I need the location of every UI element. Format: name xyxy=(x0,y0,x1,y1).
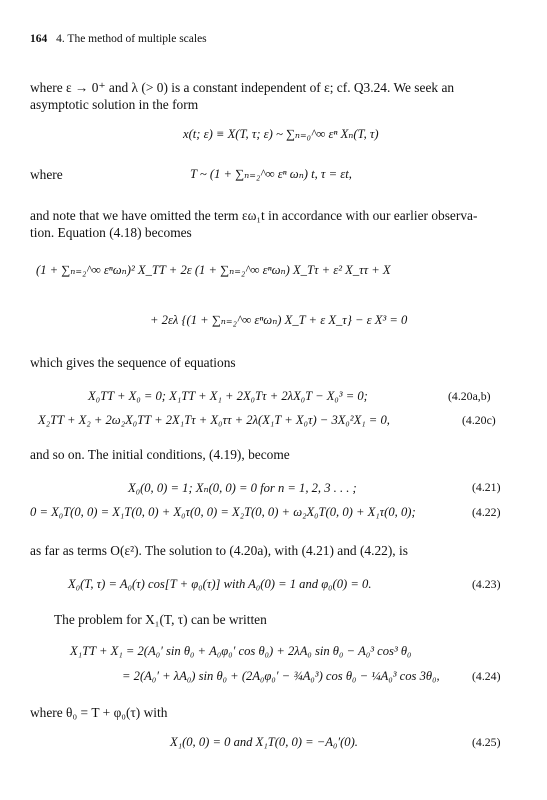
equation-expanded-line-1: (1 + ∑ₙ₌₂^∞ εⁿωₙ)² X_TT + 2ε (1 + ∑ₙ₌₂^∞ εⁿωₙ) X_Tτ + ε² X_ττ + X xyxy=(36,263,391,277)
equation-number: (4.22) xyxy=(472,505,501,519)
text-line: which gives the sequence of equations xyxy=(30,355,236,370)
equation-4-20ab: X₀TT + X₀ = 0; X₁TT + X₁ + 2X₀Tτ + 2λX₀T − X₀³ = 0; xyxy=(88,389,368,403)
equation-expansion: x(t; ε) ≡ X(T, τ; ε) ~ ∑ₙ₌₀^∞ εⁿ Xₙ(T, τ) xyxy=(183,127,379,141)
text-line: tion. Equation (4.18) becomes xyxy=(30,225,192,240)
equation-number: (4.23) xyxy=(472,577,501,591)
text-line: as far as terms O(ε²). The solution to (4.20a), with (4.21) and (4.22), is xyxy=(30,543,408,558)
equation-number: (4.20c) xyxy=(462,413,496,427)
equation-T-definition: T ~ (1 + ∑ₙ₌₂^∞ εⁿ ωₙ) t, τ = εt, xyxy=(190,167,352,181)
chapter-title: 4. The method of multiple scales xyxy=(56,33,207,45)
equation-4-23: X₀(T, τ) = A₀(τ) cos[T + φ₀(τ)] with A₀(0) = 1 and φ₀(0) = 0. xyxy=(68,577,372,591)
equation-number: (4.20a,b) xyxy=(448,389,491,403)
page-number: 164 xyxy=(30,33,48,45)
text-line: where θ₀ = T + φ₀(τ) with xyxy=(30,705,168,720)
equation-4-24-line-2: = 2(A₀′ + λA₀) sin θ₀ + (2A₀φ₀′ − ¾A₀³) cos θ₀ − ¼A₀³ cos 3θ₀, xyxy=(122,669,440,683)
text-line: and note that we have omitted the term εω₁t in accordance with our earlier observa- xyxy=(30,208,478,223)
equation-4-25: X₁(0, 0) = 0 and X₁T(0, 0) = −A₀′(0). xyxy=(170,735,358,749)
text-line: and so on. The initial conditions, (4.19), become xyxy=(30,447,290,462)
equation-4-24-line-1: X₁TT + X₁ = 2(A₀′ sin θ₀ + A₀φ₀′ cos θ₀) + 2λA₀ sin θ₀ − A₀³ cos³ θ₀ xyxy=(70,644,412,658)
equation-expanded-line-2: + 2ελ {(1 + ∑ₙ₌₂^∞ εⁿωₙ) X_T + ε X_τ} − ε X³ = 0 xyxy=(150,313,408,327)
running-header xyxy=(30,33,207,45)
equation-number: (4.25) xyxy=(472,735,501,749)
equation-4-22: 0 = X₀T(0, 0) = X₁T(0, 0) + X₀τ(0, 0) = X₂T(0, 0) + ω₂X₀T(0, 0) + X₁τ(0, 0); xyxy=(30,505,416,519)
text-line: where ε → 0⁺ and λ (> 0) is a constant independent of ε; cf. Q3.24. We seek an xyxy=(30,80,455,95)
equation-4-20c: X₂TT + X₂ + 2ω₂X₀TT + 2X₁Tτ + X₀ττ + 2λ(X₁T + X₀τ) − 3X₀²X₁ = 0, xyxy=(38,413,390,427)
equation-number: (4.24) xyxy=(472,669,501,683)
equation-number: (4.21) xyxy=(472,480,501,494)
equation-4-21: X₀(0, 0) = 1; Xₙ(0, 0) = 0 for n = 1, 2, 3 . . . ; xyxy=(128,481,357,495)
text-line: where xyxy=(30,167,63,182)
text-line: asymptotic solution in the form xyxy=(30,97,199,112)
text-line: The problem for X₁(T, τ) can be written xyxy=(54,612,267,627)
